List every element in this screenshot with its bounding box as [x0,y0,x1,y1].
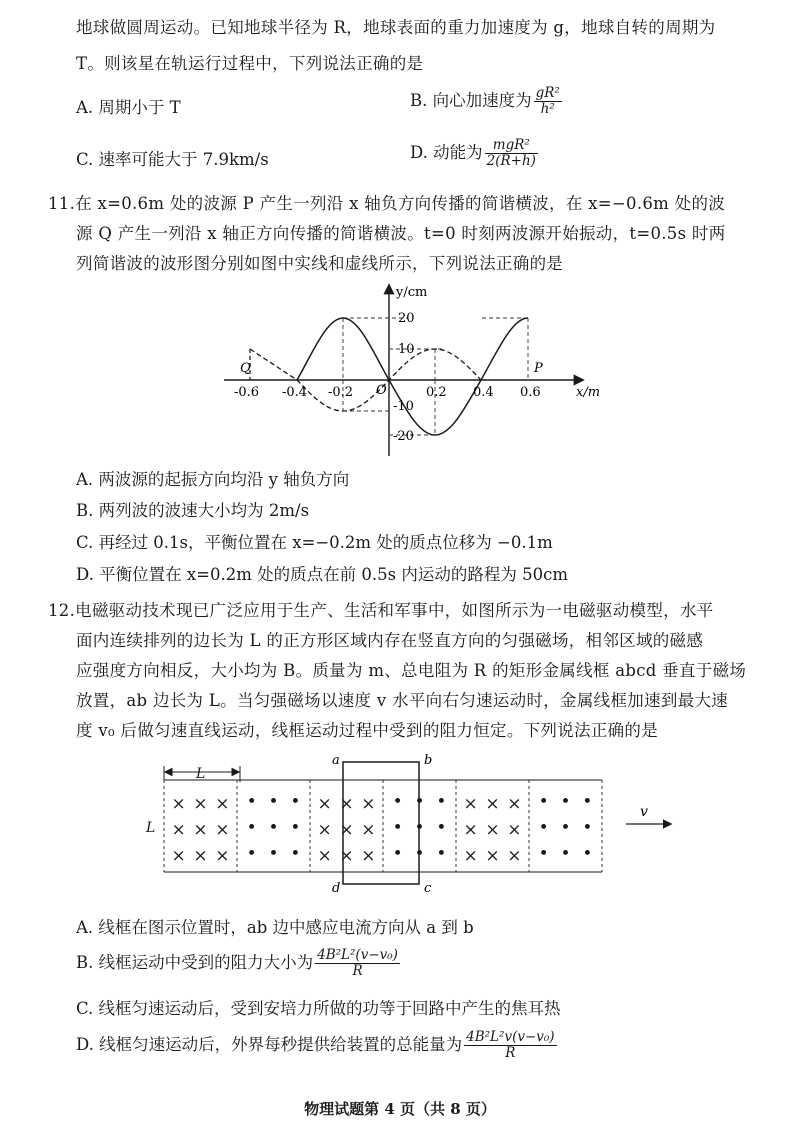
field-into-page-symbol: × [485,820,500,840]
field-out-of-page-symbol: • [290,792,301,812]
field-out-of-page-symbol: • [414,818,425,838]
q11-option-c: C. 再经过 0.1s，平衡位置在 x=−0.2m 处的质点位移为 −0.1m [76,533,553,552]
field-into-page-symbol: × [171,820,186,840]
field-out-of-page-symbol: • [290,818,301,838]
field-into-page-symbol: × [463,846,478,866]
q11-option-a: A. 两波源的起振方向均沿 y 轴负方向 [76,470,350,489]
q10-option-b-fraction [534,86,562,117]
field-out-of-page-symbol: • [538,818,549,838]
tick-y-neg20: -20 [393,429,414,444]
q11-option-b: B. 两列波的波速大小均为 2m/s [76,501,310,520]
q10-option-d-denominator: 2(R+h) [486,153,536,169]
field-into-page-symbol: × [485,846,500,866]
field-into-page-symbol: × [171,794,186,814]
q12-stem-line2: 面内连续排列的边长为 L 的正方形区域内存在竖直方向的匀强磁场，相邻区域的磁感 [76,631,704,650]
q12-option-b-text: B. 线框运动中受到的阻力大小为 [76,953,314,972]
q11-stem-line1: 11.在 x=0.6m 处的波源 P 产生一列沿 x 轴负方向传播的简谐横波，在 x=−0.6m 处的波 [48,194,726,213]
q10-option-d-numerator: mgR² [485,138,538,154]
field-into-page-symbol: × [507,794,522,814]
field-into-page-symbol: × [485,794,500,814]
q12-option-b-denominator: R [352,963,363,979]
q11-number: 11. [48,194,76,213]
page-footer: 物理试题第 4 页（共 8 页） [304,1100,496,1118]
q12-option-d [76,1030,557,1061]
q12-stem-line4: 放置，ab 边长为 L。当匀强磁场以速度 v 水平向右匀速运动时，金属线框加速到最大速 [76,691,729,710]
label-p: P [534,361,543,376]
field-into-page-symbol: × [215,794,230,814]
q12-option-d-fraction [464,1030,556,1061]
q12-option-a: A. 线框在图示位置时，ab 边中感应电流方向从 a 到 b [76,918,474,937]
tick-x-04: 0.4 [473,385,494,400]
q10-stem-line2: T。则该星在轨运行过程中，下列说法正确的是 [76,54,424,73]
field-out-of-page-symbol: • [414,844,425,864]
q10-option-a: A. 周期小于 T [76,98,181,117]
field-out-of-page-symbol: • [268,844,279,864]
tick-x-02: 0.2 [426,385,447,400]
tick-x-neg02: -0.2 [328,385,354,400]
field-out-of-page-symbol: • [582,818,593,838]
field-into-page-symbol: × [339,794,354,814]
field-into-page-symbol: × [507,820,522,840]
q10-option-b-denominator: h² [540,101,555,117]
wave-graph [220,280,610,460]
q10-option-b-numerator: gR² [535,85,560,101]
label-l-top: L [196,766,206,782]
field-out-of-page-symbol: • [290,844,301,864]
field-into-page-symbol: × [193,846,208,866]
q12-stem-line1: 12.电磁驱动技术现已广泛应用于生产、生活和军事中，如图所示为一电磁驱动模型，水平 [48,601,714,620]
field-out-of-page-symbol: • [560,792,571,812]
label-v: v [640,804,648,820]
q10-option-d-text: D. 动能为 [410,143,483,162]
q12-stem-line3: 应强度方向相反，大小均为 B。质量为 m、总电阻为 R 的矩形金属线框 abcd 垂直于磁场 [76,661,747,680]
q11-stem-line3: 列简谐波的波形图分别如图中实线和虚线所示，下列说法正确的是 [76,254,564,273]
label-a: a [332,753,340,768]
label-b: b [424,753,433,768]
field-out-of-page-symbol: • [268,818,279,838]
q10-stem-line1: 地球做圆周运动。已知地球半径为 R，地球表面的重力加速度为 g，地球自转的周期为 [76,18,716,37]
origin-label: O [376,383,387,398]
q12-option-c: C. 线框匀速运动后，受到安培力所做的功等于回路中产生的焦耳热 [76,999,561,1018]
field-into-page-symbol: × [339,820,354,840]
field-out-of-page-symbol: • [246,844,257,864]
q12-option-b [76,948,400,979]
field-into-page-symbol: × [339,846,354,866]
tick-y-10: 10 [398,342,415,357]
field-out-of-page-symbol: • [538,792,549,812]
q12-option-b-fraction [315,948,400,979]
q12-option-d-text: D. 线框匀速运动后，外界每秒提供给装置的总能量为 [76,1035,463,1054]
field-out-of-page-symbol: • [436,844,447,864]
q10-option-b [410,86,562,117]
field-into-page-symbol: × [507,846,522,866]
field-into-page-symbol: × [317,820,332,840]
tick-y-neg10: -10 [393,399,414,414]
field-out-of-page-symbol: • [582,792,593,812]
field-out-of-page-symbol: • [560,844,571,864]
q12-option-b-numerator: 4B²L²(v−v₀) [317,947,398,963]
q11-stem-line2: 源 Q 产生一列沿 x 轴正方向传播的简谐横波。t=0 时刻两波源开始振动，t=0.5s 时两 [76,224,726,243]
x-axis-label: x/m [576,385,601,400]
field-out-of-page-symbol: • [392,818,403,838]
tick-y-20: 20 [398,311,415,326]
field-out-of-page-symbol: • [246,792,257,812]
label-l-side: L [146,820,156,836]
tick-x-neg06: -0.6 [234,385,260,400]
y-axis-label: y/cm [396,285,428,300]
field-into-page-symbol: × [215,820,230,840]
field-out-of-page-symbol: • [392,844,403,864]
label-c: c [424,881,432,896]
q12-option-d-denominator: R [505,1045,516,1061]
field-into-page-symbol: × [193,820,208,840]
q10-option-d-fraction [485,138,538,169]
q11-option-d: D. 平衡位置在 x=0.2m 处的质点在前 0.5s 内运动的路程为 50cm [76,565,568,584]
field-into-page-symbol: × [317,794,332,814]
region-dividers [164,780,602,872]
field-into-page-symbol: × [317,846,332,866]
q12-stem-line5: 度 v₀ 后做匀速直线运动，线框运动过程中受到的阻力恒定。下列说法正确的是 [76,721,659,740]
field-out-of-page-symbol: • [436,818,447,838]
field-into-page-symbol: × [463,820,478,840]
q12-number: 12. [48,601,76,620]
label-d: d [332,881,341,896]
field-into-page-symbol: × [171,846,186,866]
wave-p-solid [297,318,528,435]
field-out-of-page-symbol: • [246,818,257,838]
tick-x-neg04: -0.4 [282,385,308,400]
field-into-page-symbol: × [361,794,376,814]
field-out-of-page-symbol: • [436,792,447,812]
field-out-of-page-symbol: • [582,844,593,864]
field-into-page-symbol: × [193,794,208,814]
field-out-of-page-symbol: • [392,792,403,812]
magnetic-field-figure [140,752,680,898]
field-out-of-page-symbol: • [560,818,571,838]
field-out-of-page-symbol: • [268,792,279,812]
q12-option-d-numerator: 4B²L²v(v−v₀) [466,1029,555,1045]
guide-lines [343,318,528,435]
field-into-page-symbol: × [463,794,478,814]
field-into-page-symbol: × [361,820,376,840]
field-out-of-page-symbol: • [538,844,549,864]
q10-option-d [410,138,538,169]
field-into-page-symbol: × [215,846,230,866]
q10-option-c: C. 速率可能大于 7.9km/s [76,150,269,169]
field-out-of-page-symbol: • [414,792,425,812]
q10-option-b-text: B. 向心加速度为 [410,91,532,110]
label-q: Q [240,361,251,376]
tick-x-06: 0.6 [520,385,541,400]
field-into-page-symbol: × [361,846,376,866]
